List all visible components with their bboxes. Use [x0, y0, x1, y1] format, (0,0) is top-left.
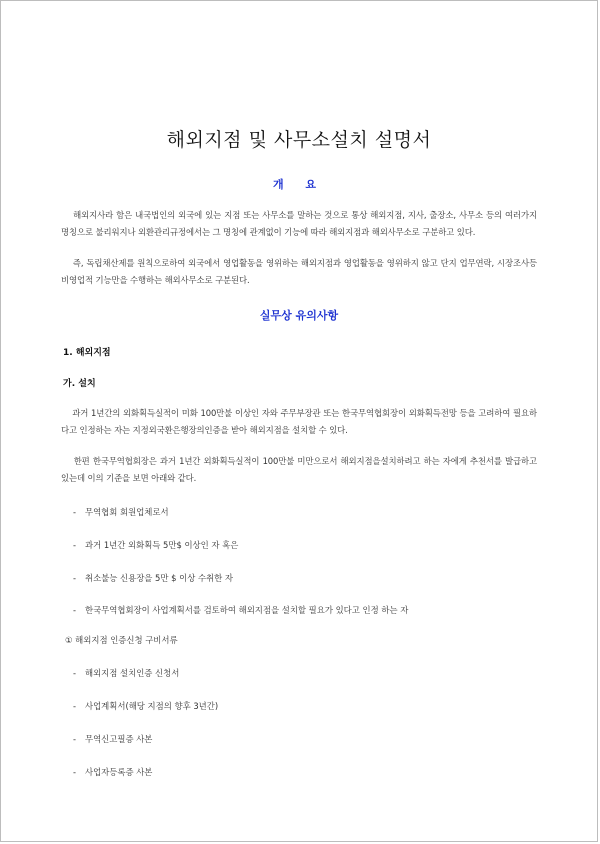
- document-list-item: - 무역신고필증 사본: [73, 734, 153, 744]
- criteria-item: - 취소불능 신용장을 5만 $ 이상 수취한 자: [73, 573, 233, 583]
- document-list-item: - 사업자등록증 사본: [73, 767, 153, 777]
- overview-heading: 개 요: [272, 178, 326, 191]
- criteria-item: - 한국무역협회장이 사업계획서를 검토하여 해외지점을 설치할 필요가 있다고 인정 하는 자: [73, 605, 409, 615]
- practice-heading: 실무상 유의사항: [259, 309, 339, 322]
- establishment-paragraph-2: 한편 한국무역협회장은 과거 1년간 외화획득실적이 100만불 미만으로서 해외지점을설치하려고 하는 자에게 추천서를 발급하고 있는데 이의 기준을 보면 아래와 같다.: [61, 456, 537, 483]
- document-list-item: - 사업계획서(해당 지점의 향후 3년간): [73, 701, 219, 711]
- criteria-item: - 과거 1년간 외화획득 5만$ 이상인 자 혹은: [73, 540, 239, 550]
- overview-paragraph-2: 즉, 독립채산제를 원칙으로하여 외국에서 영업활동을 영위하는 해외지점과 영업활동을 영위하지 않고 단지 업무연락, 시장조사등 비영업적 기능만을 수행하는 해외사무소로 구분된다.: [61, 258, 538, 285]
- criteria-item: - 무역협회 회원업체로서: [73, 507, 169, 517]
- establishment-paragraph-1: 과거 1년간의 외화획득실적이 미화 100만불 이상인 자와 주무부장관 또는 한국무역협회장이 외화획득전망 등을 고려하여 필요하다고 인정하는 자는 지정외국환은행장의인증을 받아 해외지점을 설치할 수 있다.: [61, 408, 537, 435]
- document-list-item: - 해외지점 설치인증 신청서: [73, 668, 180, 678]
- document-title: 해외지점 및 사무소설치 설명서: [166, 129, 432, 151]
- subsection-heading-establishment: 가. 설치: [63, 379, 96, 389]
- documents-heading: ① 해외지점 인증신청 구비서류: [65, 635, 178, 645]
- overview-paragraph-1: 해외지사라 함은 내국법인의 외국에 있는 지점 또는 사무소를 말하는 것으로 통상 해외지점, 지사, 출장소, 사무소 등의 여러가지 명칭으로 불리워지나 외환관리규정에서는 그 명칭에 관계없이 기능에 따라 해외지점과 해외사무소로 구분하고 있다.: [61, 210, 538, 237]
- section-heading-branch: 1. 해외지점: [63, 348, 111, 358]
